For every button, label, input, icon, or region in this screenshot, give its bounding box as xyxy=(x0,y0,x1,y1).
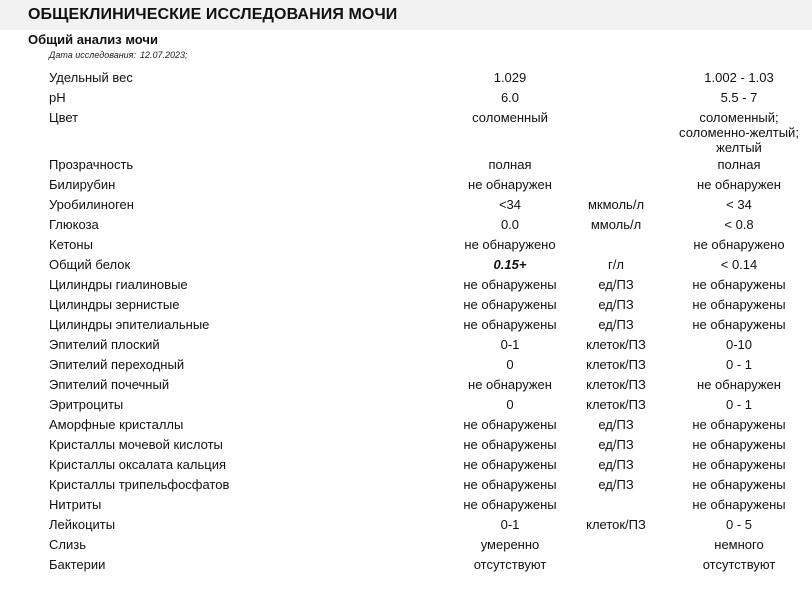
reference-line: не обнаружены xyxy=(692,417,786,432)
reference-line: не обнаружены xyxy=(692,477,786,492)
test-value: не обнаружены xyxy=(463,317,557,332)
test-value: 0-1 xyxy=(500,337,520,352)
reference-range xyxy=(666,337,812,352)
reference-range xyxy=(666,237,812,252)
test-unit: ед/ПЗ xyxy=(598,317,634,332)
reference-line: не обнаружены xyxy=(692,277,786,292)
reference-line: желтый xyxy=(716,140,762,155)
test-name: Цилиндры эпителиальные xyxy=(49,317,210,332)
reference-line: не обнаружено xyxy=(693,237,785,252)
reference-line: < 34 xyxy=(726,197,752,212)
test-name: Нитриты xyxy=(49,497,102,512)
reference-line: не обнаружены xyxy=(692,317,786,332)
test-value: не обнаружен xyxy=(468,177,552,192)
test-value: не обнаружены xyxy=(463,437,557,452)
test-name: Цилиндры зернистые xyxy=(49,297,180,312)
reference-line: не обнаружен xyxy=(697,177,781,192)
study-date-label: Дата исследования: xyxy=(49,50,136,60)
test-unit: клеток/ПЗ xyxy=(586,377,646,392)
reference-range xyxy=(666,537,812,552)
reference-range xyxy=(666,357,812,372)
reference-line: немного xyxy=(714,537,764,552)
test-value: не обнаружено xyxy=(464,237,556,252)
reference-line: 5.5 - 7 xyxy=(720,90,758,105)
test-value: не обнаружен xyxy=(468,377,552,392)
test-name: Эпителий переходный xyxy=(49,357,185,372)
test-name: Лейкоциты xyxy=(49,517,116,532)
test-name: Общий белок xyxy=(49,257,131,272)
section-title: Общий анализ мочи xyxy=(28,32,158,47)
test-value: 0.15+ xyxy=(493,257,527,272)
test-name: Цвет xyxy=(49,110,79,125)
test-name: Удельный вес xyxy=(49,70,133,85)
reference-range xyxy=(666,277,812,292)
test-value: <34 xyxy=(498,197,522,212)
test-name: Глюкоза xyxy=(49,217,99,232)
test-unit: ед/ПЗ xyxy=(598,417,634,432)
reference-range xyxy=(666,257,812,272)
test-name: Уробилиноген xyxy=(49,197,134,212)
test-value: не обнаружены xyxy=(463,297,557,312)
test-unit: клеток/ПЗ xyxy=(586,337,646,352)
test-unit: ед/ПЗ xyxy=(598,437,634,452)
test-value: не обнаружены xyxy=(463,457,557,472)
reference-line: 1.002 - 1.03 xyxy=(704,70,774,85)
reference-range xyxy=(666,437,812,452)
test-value: отсутствуют xyxy=(473,557,547,572)
test-value: соломенный xyxy=(472,110,548,125)
reference-range xyxy=(666,417,812,432)
test-unit: клеток/ПЗ xyxy=(586,517,646,532)
reference-range xyxy=(666,397,812,412)
test-name: Прозрачность xyxy=(49,157,134,172)
test-unit: ед/ПЗ xyxy=(598,477,634,492)
test-value: не обнаружены xyxy=(463,277,557,292)
reference-range xyxy=(666,217,812,232)
study-date xyxy=(49,50,192,60)
test-name: Цилиндры гиалиновые xyxy=(49,277,188,292)
reference-range xyxy=(666,557,812,572)
reference-line: не обнаружены xyxy=(692,497,786,512)
test-unit: мкмоль/л xyxy=(587,197,645,212)
test-unit: ед/ПЗ xyxy=(598,457,634,472)
reference-range xyxy=(666,157,812,172)
test-value: 0-1 xyxy=(500,517,520,532)
reference-line: не обнаружены xyxy=(692,457,786,472)
test-value: не обнаружены xyxy=(463,477,557,492)
test-value: полная xyxy=(488,157,532,172)
reference-line: отсутствуют xyxy=(702,557,776,572)
test-unit: ед/ПЗ xyxy=(598,297,634,312)
test-value: не обнаружены xyxy=(463,497,557,512)
reference-line: 0 - 1 xyxy=(725,397,752,412)
reference-line: не обнаружены xyxy=(692,437,786,452)
report-title-text: ОБЩЕКЛИНИЧЕСКИЕ ИССЛЕДОВАНИЯ МОЧИ xyxy=(28,6,398,23)
test-name: Аморфные кристаллы xyxy=(49,417,184,432)
test-name: Бактерии xyxy=(49,557,106,572)
test-name: Эпителий плоский xyxy=(49,337,160,352)
test-unit: клеток/ПЗ xyxy=(586,357,646,372)
reference-range xyxy=(666,497,812,512)
test-name: Кетоны xyxy=(49,237,93,252)
test-name: Эритроциты xyxy=(49,397,124,412)
reference-range xyxy=(666,177,812,192)
reference-line: не обнаружены xyxy=(692,297,786,312)
reference-range xyxy=(666,197,812,212)
reference-line: соломенный; xyxy=(699,110,779,125)
reference-range xyxy=(666,477,812,492)
test-value: 0 xyxy=(506,357,514,372)
test-value: не обнаружены xyxy=(463,417,557,432)
reference-line: < 0.8 xyxy=(724,217,754,232)
reference-line: 0-10 xyxy=(725,337,753,352)
test-unit: ед/ПЗ xyxy=(598,277,634,292)
test-name: Эпителий почечный xyxy=(49,377,170,392)
test-unit: клеток/ПЗ xyxy=(586,397,646,412)
test-value: 0 xyxy=(506,397,514,412)
reference-line: < 0.14 xyxy=(720,257,758,272)
reference-range xyxy=(666,377,812,392)
test-value: умеренно xyxy=(480,537,540,552)
test-name: pH xyxy=(49,90,66,105)
reference-range xyxy=(666,517,812,532)
reference-range xyxy=(666,90,812,105)
reference-line: 0 - 1 xyxy=(725,357,752,372)
test-name: Кристаллы мочевой кислоты xyxy=(49,437,223,452)
test-value: 0.0 xyxy=(500,217,520,232)
reference-range xyxy=(666,110,812,155)
report-title xyxy=(0,0,812,30)
test-value: 1.029 xyxy=(493,70,527,85)
test-value: 6.0 xyxy=(500,90,520,105)
test-name: Слизь xyxy=(49,537,86,552)
reference-line: 0 - 5 xyxy=(725,517,752,532)
reference-line: полная xyxy=(717,157,761,172)
reference-range xyxy=(666,297,812,312)
test-name: Кристаллы оксалата кальция xyxy=(49,457,227,472)
test-name: Кристаллы трипельфосфатов xyxy=(49,477,230,492)
reference-line: соломенно-желтый; xyxy=(679,125,799,140)
test-unit: ммоль/л xyxy=(590,217,642,232)
study-date-value: 12.07.2023; xyxy=(139,50,188,60)
reference-line: не обнаружен xyxy=(697,377,781,392)
test-unit: г/л xyxy=(608,257,624,272)
reference-range xyxy=(666,70,812,85)
reference-range xyxy=(666,457,812,472)
test-name: Билирубин xyxy=(49,177,116,192)
reference-range xyxy=(666,317,812,332)
